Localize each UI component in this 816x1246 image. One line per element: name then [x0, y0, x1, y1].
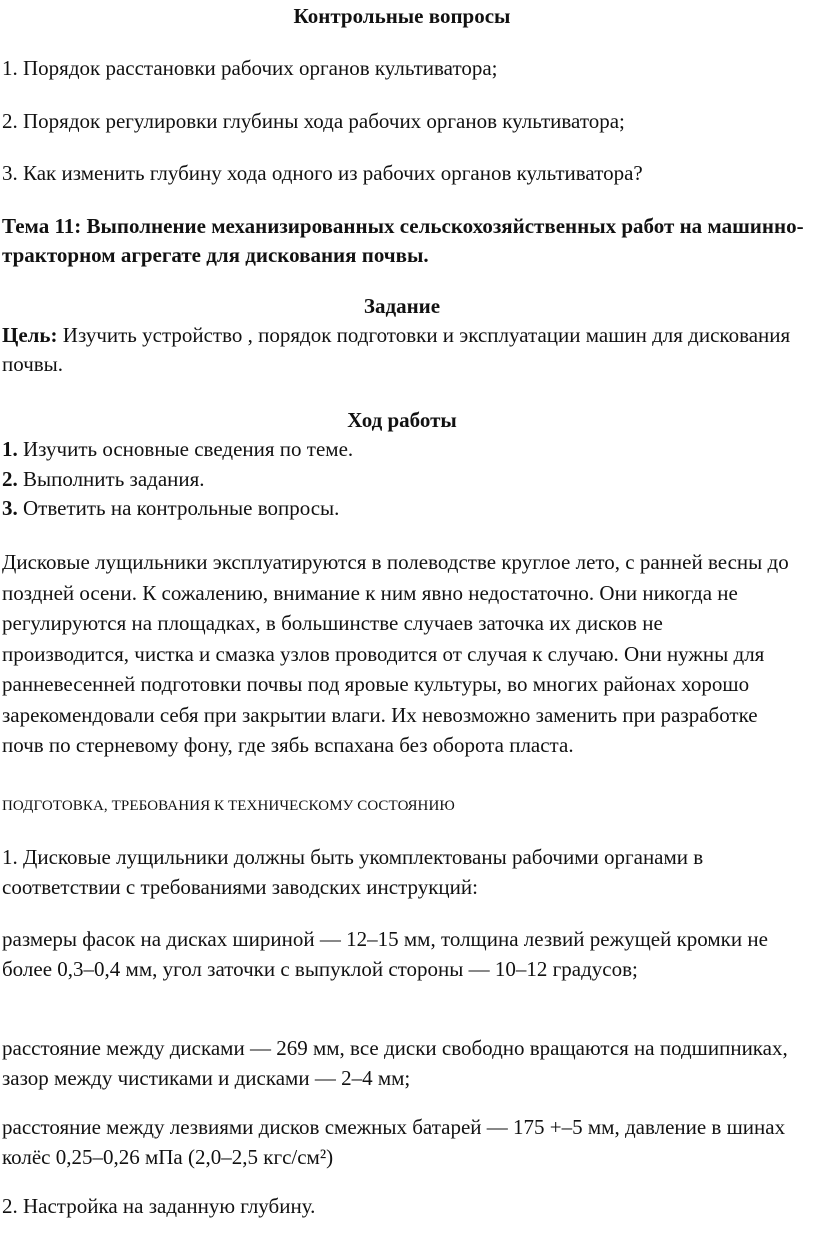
step-number: 1. — [2, 437, 18, 461]
step-text: Ответить на контрольные вопросы. — [17, 496, 340, 520]
workflow-step — [2, 435, 802, 464]
workflow-step — [2, 465, 802, 494]
control-question-1: 1. Порядок расстановки рабочих органов культиватора; — [2, 56, 498, 80]
step-text: Выполнить задания. — [17, 467, 205, 491]
control-question-3: 3. Как изменить глубину хода одного из рабочих органов культиватора? — [2, 161, 643, 185]
requirement-paragraph: расстояние между лезвиями дисков смежных батарей — 175 +–5 мм, давление в шинах колёс 0,25–0,26 мПа (2,0–2,5 кгс/см²) — [2, 1115, 786, 1169]
task-goal — [2, 321, 808, 379]
requirement-paragraph: размеры фасок на дисках шириной — 12–15 мм, толщина лезвий режущей кромки не более 0,3–0,4 мм, угол заточки с выпуклой стороны — 10–12 градусов; — [2, 927, 768, 981]
requirement-paragraph: расстояние между дисками — 269 мм, все диски свободно вращаются на подшипниках, зазор между чистиками и дисками — 2–4 мм; — [2, 1036, 788, 1090]
step-number: 3. — [2, 496, 18, 520]
workflow-step — [2, 494, 802, 523]
requirement-paragraph: 1. Дисковые лущильники должны быть укомплектованы рабочими органами в соответствии с требованиями заводских инструкций: — [2, 845, 704, 899]
intro-paragraph: Дисковые лущильники эксплуатируются в полеводстве круглое лето, с ранней весны до поздней осени. К сожалению, внимание к ним явно недостаточно. Они никогда не регулируются на площадках, в большинстве случаев заточка их дисков не производится, чистка и смазка узлов проводится от случая к случаю. Они нужны для ранневесенней подготовки почвы под яровые культуры, во многих районах хорошо зарекомендовали себя при закрытии влаги. Их невозможно заменить при разработке почв по стерневому фону, где зябь вспахана без оборота пласта. — [2, 550, 789, 757]
step-text: Изучить основные сведения по теме. — [17, 437, 354, 461]
control-questions-heading: Контрольные вопросы — [293, 4, 511, 28]
goal-label: Цель: — [2, 323, 58, 347]
requirement-paragraph: 2. Настройка на заданную глубину. — [2, 1194, 316, 1218]
section-title: ПОДГОТОВКА, ТРЕБОВАНИЯ К ТЕХНИЧЕСКОМУ СОСТОЯНИЮ — [2, 798, 455, 814]
topic-title: Тема 11: Выполнение механизированных сельскохозяйственных работ на машинно-тракторном агрегате для дискования почвы. — [2, 214, 804, 267]
goal-text: Изучить устройство , порядок подготовки и эксплуатации машин для дискования почвы. — [2, 323, 791, 376]
workflow-heading: Ход работы — [347, 408, 457, 432]
step-number: 2. — [2, 467, 18, 491]
task-heading: Задание — [363, 294, 441, 318]
control-question-2: 2. Порядок регулировки глубины хода рабочих органов культиватора; — [2, 109, 625, 133]
